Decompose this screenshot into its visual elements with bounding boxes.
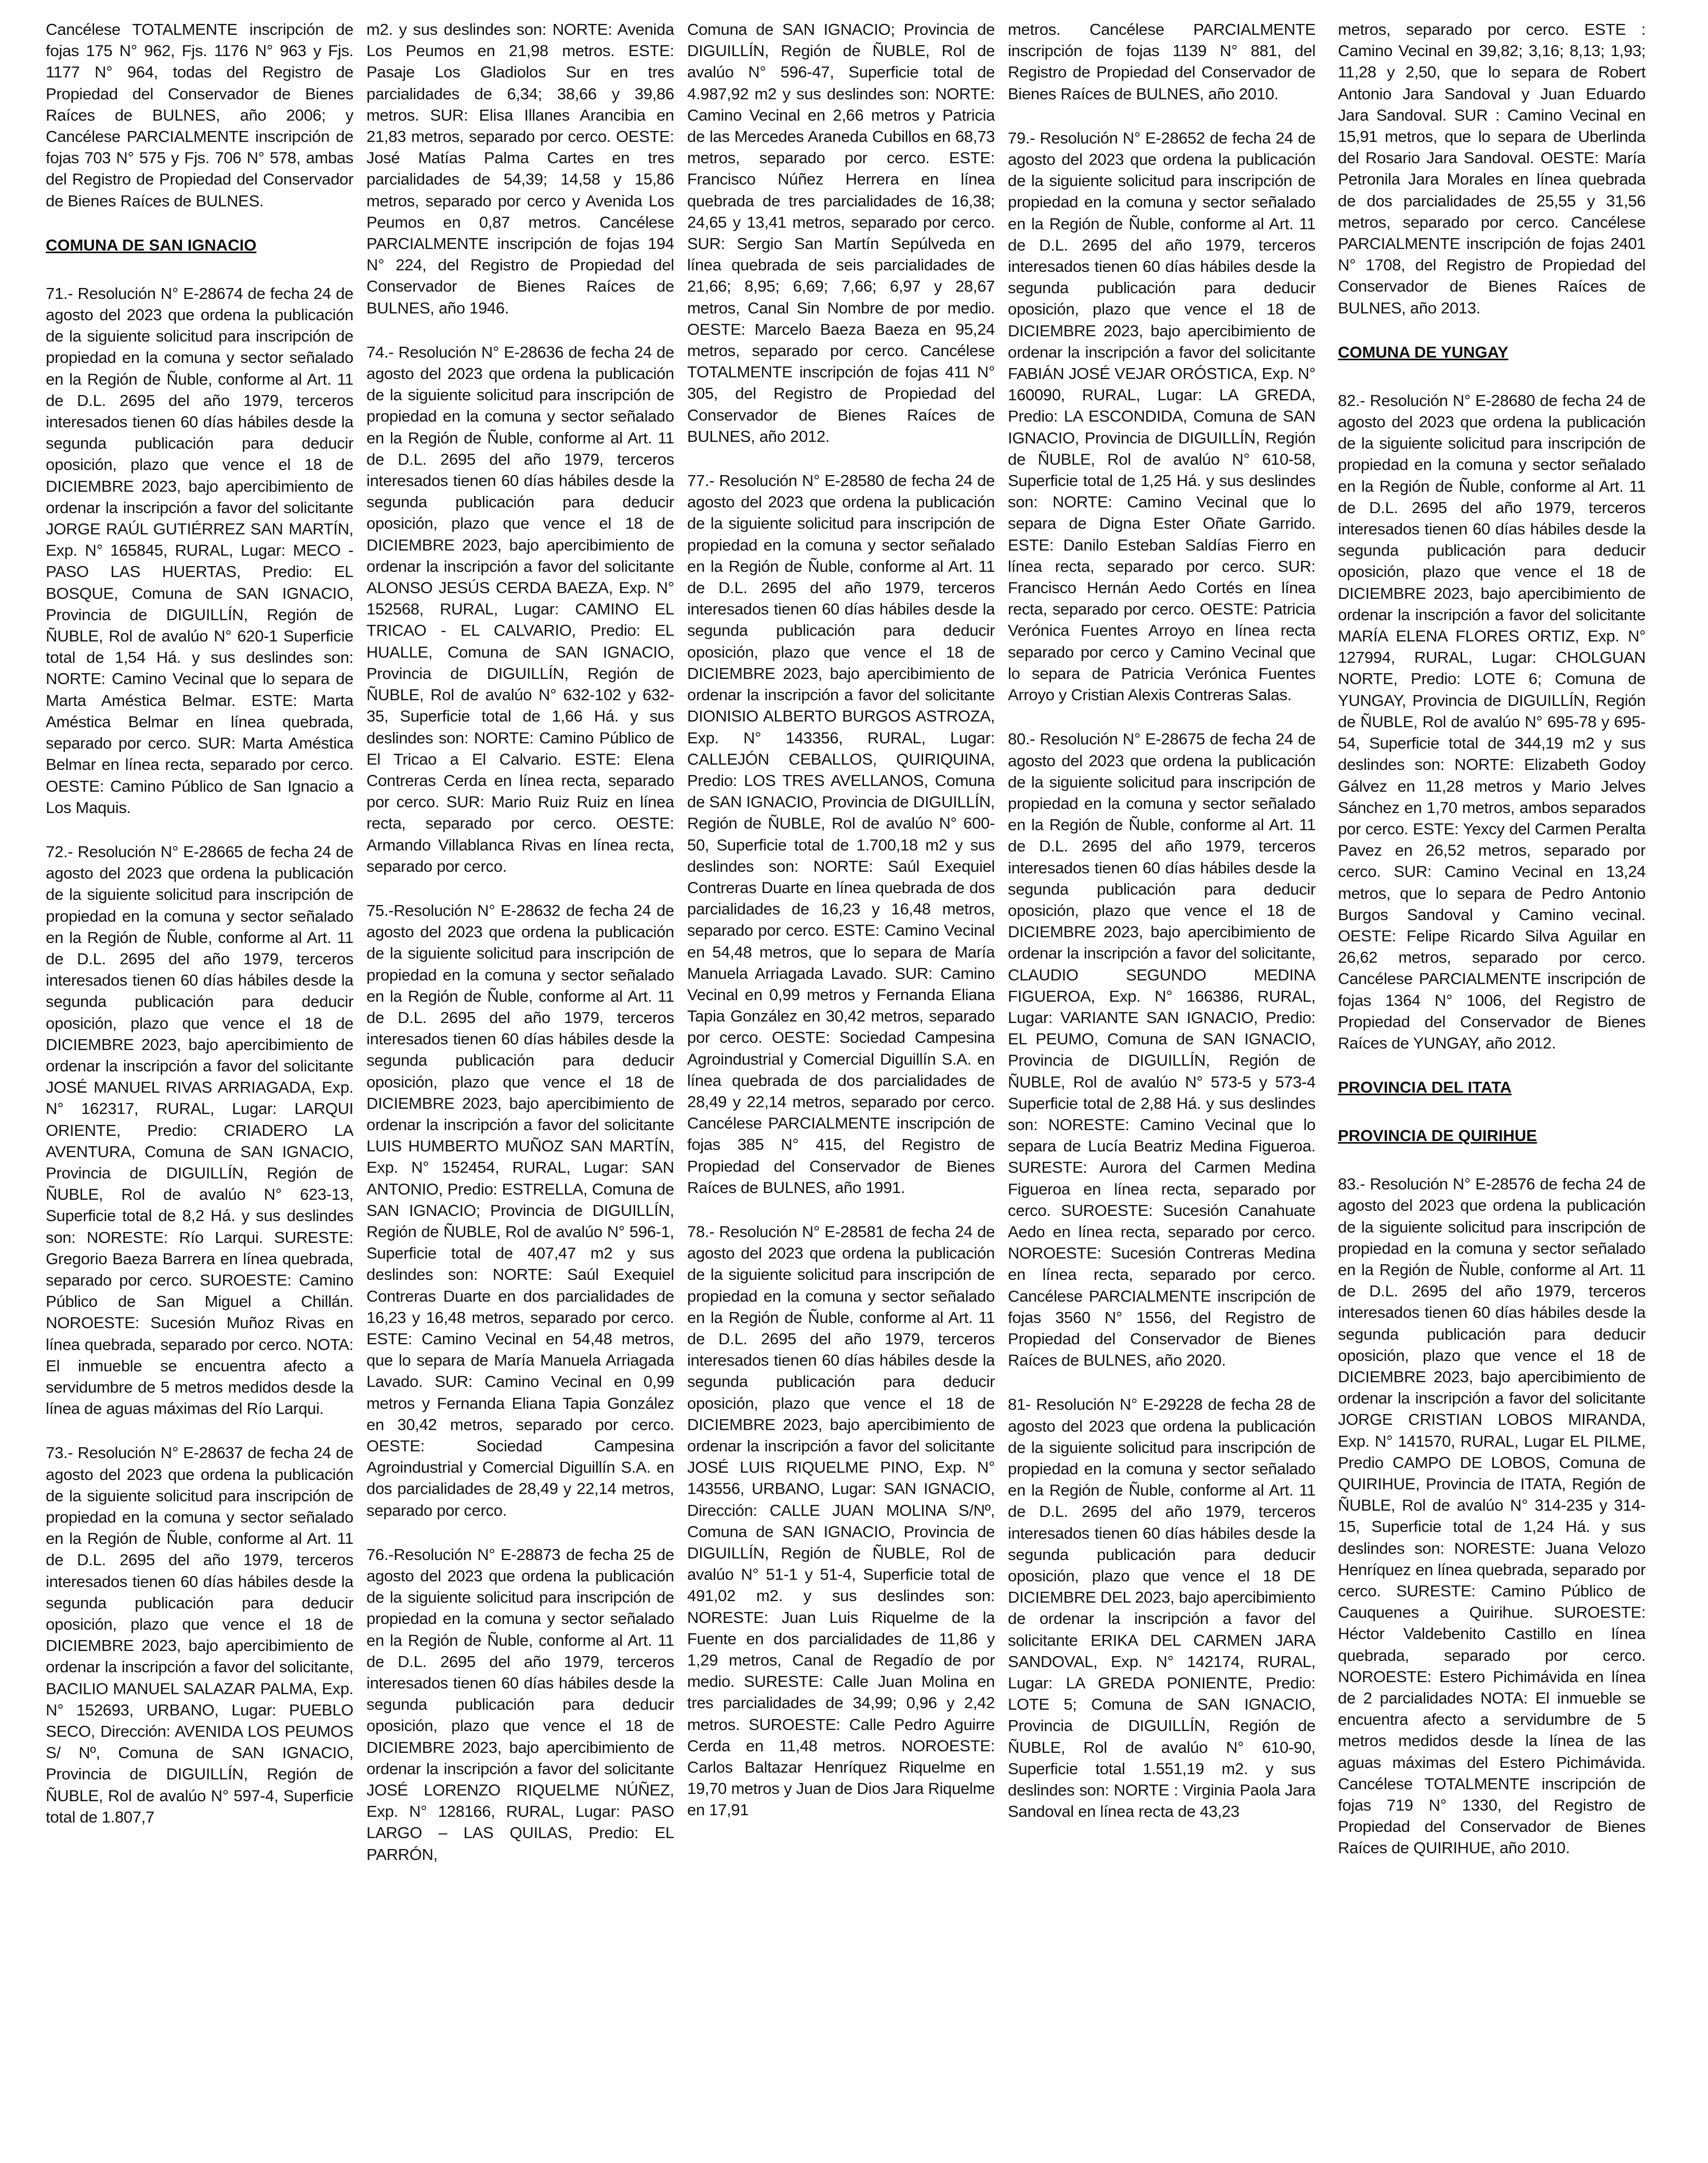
entry-81: 81- Resolución N° E-29228 de fecha 28 de agosto del 2023 que ordena la publicación de la siguiente solicitud para inscripción de propiedad en la comuna y sector señalado en la Región de Ñuble, conforme al Art. 11 de D.L. 2695 del año 1979, terceros interesados tienen 60 días hábiles desde la segunda publicación para deducir oposición, plazo que vence el 18 DE DICIEMBRE DEL 2023, bajo apercibimiento de ordenar la inscripción a favor del solicitante ERIKA DEL CARMEN JARA SANDOVAL, Exp. N° 142174, RURAL, Lugar: LA GREDA PONIENTE, Predio: LOTE 5; Comuna de SAN IGNACIO, Provincia de DIGUILLÍN, Región de ÑUBLE, Rol de avalúo N° 610-90, Superficie total 1.551,19 m2. y sus deslindes son: NORTE : Virginia Paola Jara Sandoval en línea recta de 43,23 xyxy=(1008,1395,1316,1821)
entry-81-continuation: metros, separado por cerco. ESTE : Camino Vecinal en 39,82; 3,16; 8,13; 1,93; 11,28 y 2,50, que lo separa de Robert Antonio Jara Sandoval y Juan Eduardo Jara Sandoval. SUR : Camino Vecinal en 15,91 metros, que lo separa de Uberlinda del Rosario Jara Sandoval. OESTE: María Petronila Jara Morales en línea quebrada de dos parcialidades de 25,55 y 31,56 metros, separado por cerco. Cancélese PARCIALMENTE inscripción de fojas 2401 N° 1708, del Registro de Propiedad del Conservador de Bienes Raíces de BULNES, año 2013. xyxy=(1338,20,1646,317)
section-heading-san-ignacio: COMUNA DE SAN IGNACIO xyxy=(46,235,257,254)
entry-78: 78.- Resolución N° E-28581 de fecha 24 de agosto del 2023 que ordena la publicación de la siguiente solicitud para inscripción de propiedad en la comuna y sector señalado en la Región de Ñuble, conforme al Art. 11 de D.L. 2695 del año 1979, terceros interesados tienen 60 días hábiles desde la segunda publicación para deducir oposición, plazo que vence el 18 de DICIEMBRE 2023, bajo apercibimiento de ordenar la inscripción a favor del solicitante JOSÉ LUIS RIQUELME PINO, Exp. N° 143556, URBANO, Lugar: SAN IGNACIO, Dirección: CALLE JUAN MOLINA S/Nº, Comuna de SAN IGNACIO, Provincia de DIGUILLÍN, Región de ÑUBLE, Rol de avalúo N° 51-1 y 51-4, Superficie total de 491,02 m2. y sus deslindes son: NORESTE: Juan Luis Riquelme de la Fuente en dos parcialidades de 11,86 y 1,29 metros, Canal de Regadío de por medio. SURESTE: Calle Juan Molina en tres parcialidades de 34,99; 0,96 y 2,42 metros. SUROESTE: Calle Pedro Aguirre Cerda en 11,48 metros. NOROESTE: Carlos Baltazar Henríquez Riquelme en 19,70 metros y Juan de Dios Jara Riquelme en 17,91 xyxy=(687,1222,995,1819)
entry-73-continuation: m2. y sus deslindes son: NORTE: Avenida Los Peumos en 21,98 metros. ESTE: Pasaje Los Gladiolos Sur en tres parcialidades de 6,34; 38,66 y 39,86 metros. SUR: Elisa Illanes Arancibia en 21,83 metros, separado por cerco. OESTE: José Matías Palma Cartes en tres parcialidades de 54,39; 14,58 y 15,86 metros, separado por cerco y Avenida Los Peumos en 0,87 metros. Cancélese PARCIALMENTE inscripción de fojas 194 N° 224, del Registro de Propiedad del Conservador de Bienes Raíces de BULNES, año 1946. xyxy=(366,20,674,317)
column-4 xyxy=(1008,19,1316,2145)
column-3 xyxy=(687,19,995,2145)
entry-72: 72.- Resolución N° E-28665 de fecha 24 de agosto del 2023 que ordena la publicación de la siguiente solicitud para inscripción de propiedad en la comuna y sector señalado en la Región de Ñuble, conforme al Art. 11 de D.L. 2695 del año 1979, terceros interesados tienen 60 días hábiles desde la segunda publicación para deducir oposición, plazo que vence el 18 de DICIEMBRE 2023, bajo apercibimiento de ordenar la inscripción a favor del solicitante JOSÉ MANUEL RIVAS ARRIAGADA, Exp. N° 162317, RURAL, Lugar: LARQUI ORIENTE, Predio: CRIADERO LA AVENTURA, Comuna de SAN IGNACIO, Provincia de DIGUILLÍN, Región de ÑUBLE, Rol de avalúo N° 623-13, Superficie total de 8,2 Há. y sus deslindes son: NORESTE: Río Larqui. SURESTE: Gregorio Baeza Barrera en línea quebrada, separado por cerco. SUROESTE: Camino Público de San Miguel a Chillán. NOROESTE: Sucesión Muñoz Rivas en línea quebrada, separado por cerco. NOTA: El inmueble se encuentra afecto a servidumbre de 5 metros medidos desde la línea de aguas máximas del Río Larqui. xyxy=(46,842,353,1418)
entry-78-continuation: metros. Cancélese PARCIALMENTE inscripción de fojas 1139 N° 881, del Registro de Propiedad del Conservador de Bienes Raíces de BULNES, año 2010. xyxy=(1008,20,1316,103)
column-5 xyxy=(1338,19,1646,2145)
entry-79: 79.- Resolución N° E-28652 de fecha 24 de agosto del 2023 que ordena la publicación de la siguiente solicitud para inscripción de propiedad en la comuna y sector señalado en la Región de Ñuble, conforme al Art. 11 de D.L. 2695 del año 1979, terceros interesados tienen 60 días hábiles desde la segunda publicación para deducir oposición, plazo que vence el 18 de DICIEMBRE 2023, bajo apercibimiento de ordenar la inscripción a favor del solicitante FABIÁN JOSÉ VEJAR ORÓSTICA, Exp. N° 160090, RURAL, Lugar: LA GREDA, Predio: LA ESCONDIDA, Comuna de SAN IGNACIO, Provincia de DIGUILLÍN, Región de ÑUBLE, Rol de avalúo N° 610-58, Superficie total de 1,25 Há. y sus deslindes son: NORTE: Camino Vecinal que lo separa de Digna Ester Oñate Garrido. ESTE: Danilo Esteban Saldías Fierro en línea recta, separado por cerco. SUR: Francisco Hernán Aedo Cortés en línea recta, separado por cerco. OESTE: Patricia Verónica Fuentes Arroyo en línea recta separado por cerco y Camino Vecinal que lo separa de Patricia Verónica Fuentes Arroyo y Cristian Alexis Contreras Salas. xyxy=(1008,128,1316,704)
entry-70-continuation: Cancélese TOTALMENTE inscripción de fojas 175 N° 962, Fjs. 1176 N° 963 y Fjs. 1177 N° 964, todas del Registro de Propiedad del Conservador de Bienes Raíces de BULNES, año 2006; y Cancélese PARCIALMENTE inscripción de fojas 703 N° 575 y Fjs. 706 N° 578, ambas del Registro de Propiedad del Conservador de Bienes Raíces de BULNES. xyxy=(46,20,353,210)
entry-82: 82.- Resolución N° E-28680 de fecha 24 de agosto del 2023 que ordena la publicación de la siguiente solicitud para inscripción de propiedad en la comuna y sector señalado en la Región de Ñuble, conforme al Art. 11 de D.L. 2695 del año 1979, terceros interesados tienen 60 días hábiles desde la segunda publicación para deducir oposición, plazo que vence el 18 de DICIEMBRE 2023, bajo apercibimiento de ordenar la inscripción a favor del solicitante MARÍA ELENA FLORES ORTIZ, Exp. N° 127994, RURAL, Lugar: CHOLGUAN NORTE, Predio: LOTE 6; Comuna de YUNGAY, Provincia de DIGUILLÍN, Región de ÑUBLE, Rol de avalúo N° 695-78 y 695-54, Superficie total de 344,19 m2 y sus deslindes son: NORTE: Elizabeth Godoy Gálvez en 11,28 metros y Mario Jelves Sánchez en 1,70 metros, ambos separados por cerco. ESTE: Yexcy del Carmen Peralta Pavez en 26,52 metros, separado por cerco. SUR: Camino Vecinal en 13,24 metros, que lo separa de Pedro Antonio Burgos Sandoval y Camino vecinal. OESTE: Felipe Ricardo Silva Aguilar en 26,62 metros, separado por cerco. Cancélese PARCIALMENTE inscripción de fojas 1364 N° 1006, del Registro de Propiedad del Conservador de Bienes Raíces de YUNGAY, año 2012. xyxy=(1338,391,1646,1052)
entry-74: 74.- Resolución N° E-28636 de fecha 24 de agosto del 2023 que ordena la publicación de la siguiente solicitud para inscripción de propiedad en la comuna y sector señalado en la Región de Ñuble, conforme al Art. 11 de D.L. 2695 del año 1979, terceros interesados tienen 60 días hábiles desde la segunda publicación para deducir oposición, plazo que vence el 18 de DICIEMBRE 2023, bajo apercibimiento de ordenar la inscripción a favor del solicitante ALONSO JESÚS CERDA BAEZA, Exp. N° 152568, RURAL, Lugar: CAMINO EL TRICAO - EL CALVARIO, Predio: EL HUALLE, Comuna de SAN IGNACIO, Provincia de DIGUILLÍN, Región de ÑUBLE, Rol de avalúo N° 632-102 y 632-35, Superficie total de 1,66 Há. y sus deslindes son: NORTE: Camino Público de El Tricao a El Calvario. ESTE: Elena Contreras Cerda en línea recta, separado por cerco. SUR: Mario Ruiz Ruiz en línea recta, separado por cerco. OESTE: Armando Villablanca Rivas en línea recta, separado por cerco. xyxy=(366,343,674,875)
entry-76-continuation: Comuna de SAN IGNACIO; Provincia de DIGUILLÍN, Región de ÑUBLE, Rol de avalúo N° 596-47, Superficie total de 4.987,92 m2 y sus deslindes son: NORTE: Camino Vecinal en 2,66 metros y Patricia de las Mercedes Araneda Cubillos en 68,73 metros, separado por cerco. ESTE: Francisco Núñez Herrera en línea quebrada de tres parcialidades de 16,38; 24,65 y 13,41 metros, separado por cerco. SUR: Sergio San Martín Sepúlveda en línea quebrada de seis parcialidades de 21,66; 8,95; 6,69; 7,66; 6,97 y 28,67 metros, Canal Sin Nombre de por medio. OESTE: Marcelo Baeza Baeza en 95,24 metros, separado por cerco. Cancélese TOTALMENTE inscripción de fojas 411 N° 305, del Registro de Propiedad del Conservador de Bienes Raíces de BULNES, año 2012. xyxy=(687,20,995,445)
entry-71: 71.- Resolución N° E-28674 de fecha 24 de agosto del 2023 que ordena la publicación de la siguiente solicitud para inscripción de propiedad en la comuna y sector señalado en la Región de Ñuble, conforme al Art. 11 de D.L. 2695 del año 1979, terceros interesados tienen 60 días hábiles desde la segunda publicación para deducir oposición, plazo que vence el 18 de DICIEMBRE 2023, bajo apercibimiento de ordenar la inscripción a favor del solicitante JORGE RAÚL GUTIÉRREZ SAN MARTÍN, Exp. N° 165845, RURAL, Lugar: MECO - PASO LAS HUERTAS, Predio: EL BOSQUE, Comuna de SAN IGNACIO, Provincia de DIGUILLÍN, Región de ÑUBLE, Rol de avalúo N° 620-1 Superficie total de 1,54 Há. y sus deslindes son: NORTE: Camino Vecinal que lo separa de Marta Améstica Belmar. ESTE: Marta Améstica Belmar en línea quebrada, separado por cerco. SUR: Marta Améstica Belmar en línea recta, separado por cerco. OESTE: Camino Público de San Ignacio a Los Maquis. xyxy=(46,284,353,817)
section-heading-yungay: COMUNA DE YUNGAY xyxy=(1338,343,1508,361)
entry-77: 77.- Resolución N° E-28580 de fecha 24 de agosto del 2023 que ordena la publicación de la siguiente solicitud para inscripción de propiedad en la comuna y sector señalado en la Región de Ñuble, conforme al Art. 11 de D.L. 2695 del año 1979, terceros interesados tienen 60 días hábiles desde la segunda publicación para deducir oposición, plazo que vence el 18 de DICIEMBRE 2023, bajo apercibimiento de ordenar la inscripción a favor del solicitante DIONISIO ALBERTO BURGOS ASTROZA, Exp. N° 143356, RURAL, Lugar: CALLEJÓN CEBALLOS, QUIRIQUINA, Predio: LOS TRES AVELLANOS, Comuna de SAN IGNACIO, Provincia de DIGUILLÍN, Región de ÑUBLE, Rol de avalúo N° 600-50, Superficie total de 1.700,18 m2 y sus deslindes son: NORTE: Saúl Exequiel Contreras Duarte en línea quebrada de dos parcialidades de 16,23 y 16,48 metros, separado por cerco. ESTE: Camino Vecinal en 54,48 metros, que lo separa de María Manuela Arriagada Lavado. SUR: Camino Vecinal en 0,99 metros y Fernanda Eliana Tapia González en 30,42 metros, separado por cerco. OESTE: Sociedad Campesina Agroindustrial y Comercial Diguillín S.A. en línea quebrada de dos parcialidades de 28,49 y 22,14 metros, separado por cerco. Cancélese PARCIALMENTE inscripción de fojas 385 N° 415, del Registro de Propiedad del Conservador de Bienes Raíces de BULNES, año 1991. xyxy=(687,471,995,1197)
column-1 xyxy=(46,19,353,2145)
entry-83: 83.- Resolución N° E-28576 de fecha 24 de agosto del 2023 que ordena la publicación de la siguiente solicitud para inscripción de propiedad en la comuna y sector señalado en la Región de Ñuble, conforme al Art. 11 de D.L. 2695 del año 1979, terceros interesados tienen 60 días hábiles desde la segunda publicación para deducir oposición, plazo que vence el 18 de DICIEMBRE 2023, bajo apercibimiento de ordenar la inscripción a favor del solicitante JORGE CRISTIAN LOBOS MIRANDA, Exp. N° 141570, RURAL, Lugar EL PILME, Predio CAMPO DE LOBOS, Comuna de QUIRIHUE, Provincia de ITATA, Región de ÑUBLE, Rol de avalúo N° 314-235 y 314-15, Superficie total de 1,24 Há. y sus deslindes son: NORESTE: Juana Velozo Henríquez en línea quebrada, separado por cerco. SURESTE: Camino Público de Cauquenes a Quirihue. SUROESTE: Héctor Valdebenito Castillo en línea quebrada, separado por cerco. NOROESTE: Estero Pichimávida en línea de 2 parcialidades NOTA: El inmueble se encuentra afecto a servidumbre de 5 metros medidos desde la línea de las aguas máximas del Estero Pichimávida. Cancélese TOTALMENTE inscripción de fojas 719 N° 1330, del Registro de Propiedad del Conservador de Bienes Raíces de QUIRIHUE, año 2010. xyxy=(1338,1175,1646,1857)
entry-76: 76.-Resolución N° E-28873 de fecha 25 de agosto del 2023 que ordena la publicación de la siguiente solicitud para inscripción de propiedad en la comuna y sector señalado en la Región de Ñuble, conforme al Art. 11 de D.L. 2695 del año 1979, terceros interesados tienen 60 días hábiles desde la segunda publicación para deducir oposición, plazo que vence el 18 de DICIEMBRE 2023, bajo apercibimiento de ordenar la inscripción a favor del solicitante JOSÉ LORENZO RIQUELME NÚÑEZ, Exp. N° 128166, RURAL, Lugar: PASO LARGO – LAS QUILAS, Predio: EL PARRÓN, xyxy=(366,1545,674,1864)
column-2 xyxy=(366,19,674,2145)
entry-73: 73.- Resolución N° E-28637 de fecha 24 de agosto del 2023 que ordena la publicación de la siguiente solicitud para inscripción de propiedad en la comuna y sector señalado en la Región de Ñuble, conforme al Art. 11 de D.L. 2695 del año 1979, terceros interesados tienen 60 días hábiles desde la segunda publicación para deducir oposición, plazo que vence el 18 de DICIEMBRE 2023, bajo apercibimiento de ordenar la inscripción a favor del solicitante, BACILIO MANUEL SALAZAR PALMA, Exp. N° 152693, URBANO, Lugar: PUEBLO SECO, Dirección: AVENIDA LOS PEUMOS S/ Nº, Comuna de SAN IGNACIO, Provincia de DIGUILLÍN, Región de ÑUBLE, Rol de avalúo N° 597-4, Superficie total de 1.807,7 xyxy=(46,1444,353,1826)
section-heading-itata: PROVINCIA DEL ITATA xyxy=(1338,1078,1512,1097)
entry-80: 80.- Resolución N° E-28675 de fecha 24 de agosto del 2023 que ordena la publicación de la siguiente solicitud para inscripción de propiedad en la comuna y sector señalado en la Región de Ñuble, conforme al Art. 11 de D.L. 2695 del año 1979, terceros interesados tienen 60 días hábiles desde la segunda publicación para deducir oposición, plazo que vence el 18 de DICIEMBRE 2023, bajo apercibimiento de ordenar la inscripción a favor del solicitante, CLAUDIO SEGUNDO MEDINA FIGUEROA, Exp. N° 166386, RURAL, Lugar: VARIANTE SAN IGNACIO, Predio: EL PEUMO, Comuna de SAN IGNACIO, Provincia de DIGUILLÍN, Región de ÑUBLE, Rol de avalúo N° 573-5 y 573-4 Superficie total de 2,88 Há. y sus deslindes son: NORESTE: Camino Vecinal que lo separa de Lucía Beatriz Medina Figueroa. SURESTE: Aurora del Carmen Medina Figueroa en línea recta, separado por cerco. SUROESTE: Sucesión Canahuate Aedo en línea recta, separado por cerco. NOROESTE: Sucesión Contreras Medina en línea recta, separado por cerco. Cancélese PARCIALMENTE inscripción de fojas 3560 N° 1556, del Registro de Propiedad del Conservador de Bienes Raíces de BULNES, año 2020. xyxy=(1008,730,1316,1370)
entry-75: 75.-Resolución N° E-28632 de fecha 24 de agosto del 2023 que ordena la publicación de la siguiente solicitud para inscripción de propiedad en la comuna y sector señalado en la Región de Ñuble, conforme al Art. 11 de D.L. 2695 del año 1979, terceros interesados tienen 60 días hábiles desde la segunda publicación para deducir oposición, plazo que vence el 18 de DICIEMBRE 2023, bajo apercibimiento de ordenar la inscripción a favor del solicitante LUIS HUMBERTO MUÑOZ SAN MARTÍN, Exp. N° 152454, RURAL, Lugar: SAN ANTONIO, Predio: ESTRELLA, Comuna de SAN IGNACIO; Provincia de DIGUILLÍN, Región de ÑUBLE, Rol de avalúo N° 596-1, Superficie total de 407,47 m2 y sus deslindes son: NORTE: Saúl Exequiel Contreras Duarte en dos parcialidades de 16,23 y 16,48 metros, separado por cerco. ESTE: Camino Vecinal en 54,48 metros, que lo separa de María Manuela Arriagada Lavado. SUR: Camino Vecinal en 0,99 metros y Fernanda Eliana Tapia González en 30,42 metros, separado por cerco. OESTE: Sociedad Campesina Agroindustrial y Comercial Diguillín S.A. en dos parcialidades de 28,49 y 22,14 metros, separado por cerco. xyxy=(366,901,674,1519)
section-heading-quirihue: PROVINCIA DE QUIRIHUE xyxy=(1338,1126,1537,1145)
